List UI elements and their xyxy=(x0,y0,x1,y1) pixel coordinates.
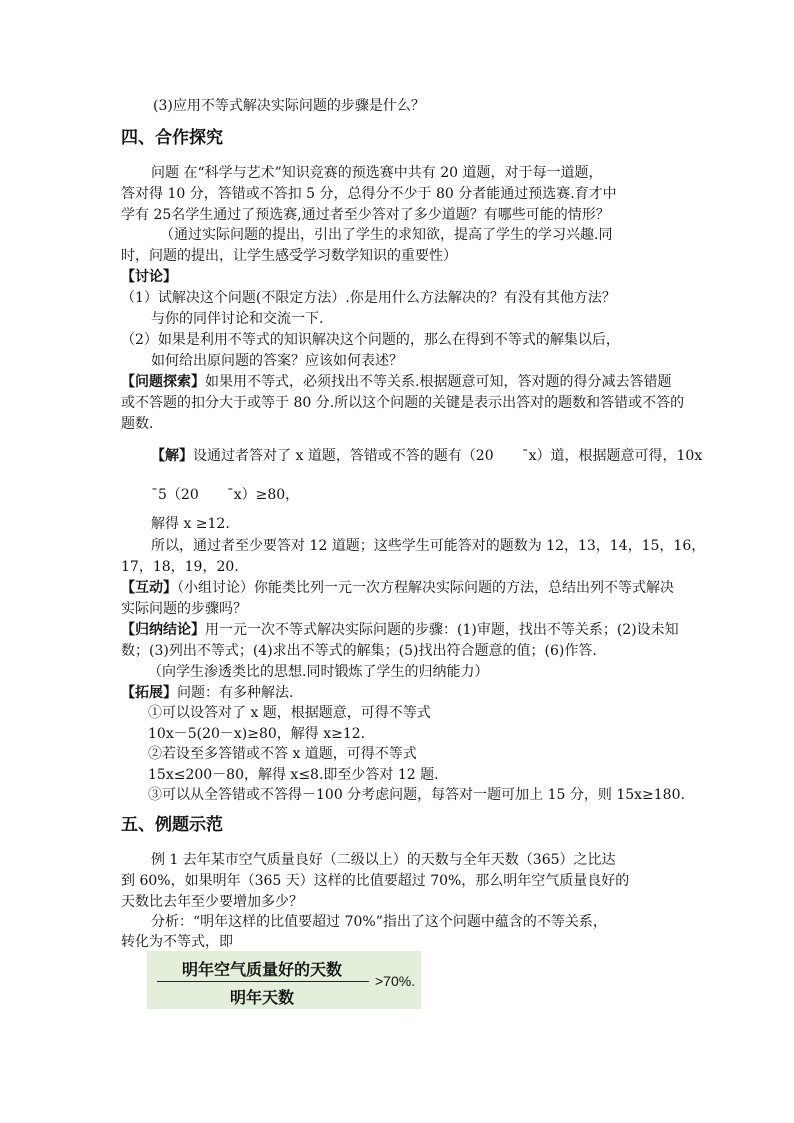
discussion-item-2: （2）如果是利用不等式的知识解决这个问题的，那么在得到不等式的解集以后， xyxy=(121,332,620,348)
analysis: 分析：“明年这样的比值要超过 70%”指出了这个问题中蕴含的不等关系， xyxy=(151,914,607,930)
discussion-label: 【讨论】 xyxy=(121,269,177,285)
solution: ¯5（20 ¯x）≥80， xyxy=(151,487,300,503)
extension-label: 【拓展】 xyxy=(121,685,177,701)
inequality-fraction xyxy=(147,951,421,1009)
solution: 所以，通过者至少要答对 12 道题；这些学生可能答对的题数为 12，13，14，15，16， xyxy=(151,538,706,554)
solution: 解得 x ≥12. xyxy=(151,516,230,532)
extension-method-2: 15x≤200－80，解得 x≤8.即至少答对 12 题. xyxy=(148,767,439,783)
extension-method-1: 10x－5(20－x)≥80，解得 x≥12. xyxy=(148,726,366,742)
fraction-numerator: 明年空气质量好的天数 xyxy=(181,960,342,979)
section-heading-cooperative-inquiry: 四、合作探究 xyxy=(121,128,223,148)
section-heading-examples: 五、例题示范 xyxy=(121,815,223,835)
conclusion-label: 【归纳结论】 xyxy=(121,622,205,638)
example-1: 例 1 去年某市空气质量良好（二级以上）的天数与全年天数（365）之比达 xyxy=(151,852,616,868)
inequality-rhs: >70%. xyxy=(375,973,416,989)
discussion-item-1: 与你的同伴讨论和交流一下. xyxy=(151,311,324,327)
problem-exploration: 【问题探索】如果用不等式，必须找出不等关系.根据题意可知，答对题的得分减去答错题 xyxy=(121,374,672,390)
conclusion: 数；(3)列出不等式；(4)求出不等式的解集；(5)找出符合题意的值；(6)作答. xyxy=(121,643,597,659)
example-1: 到 60%，如果明年（365 天）这样的比值要超过 70%，那么明年空气质量良好的 xyxy=(121,873,630,889)
problem-exploration: 或不答题的扣分大于或等于 80 分.所以这个问题的关键是表示出答对的题数和答错或不答的 xyxy=(121,395,685,411)
extension-method-2: ②若设至多答错或不答 x 道题，可得不等式 xyxy=(148,746,417,762)
teaching-note: （向学生渗透类比的思想.同时锻炼了学生的归纳能力） xyxy=(148,664,489,680)
problem-text: 学有 25名学生通过了预选赛,通过者至少答对了多少道题？有哪些可能的情形？ xyxy=(121,207,610,223)
extension-method-3: ③可以从全答错或不答得－100 分考虑问题，每答对一题可加上 15 分，则 15x≥180. xyxy=(148,787,685,803)
analysis: 转化为不等式，即 xyxy=(121,934,233,950)
teaching-note: 时，问题的提出，让学生感受学习数学知识的重要性） xyxy=(121,248,457,264)
solution-label: 【解】 xyxy=(151,448,193,464)
fraction-denominator: 明年天数 xyxy=(229,988,294,1007)
discussion-item-1: （1）试解决这个问题(不限定方法）.你是用什么方法解决的？有没有其他方法？ xyxy=(121,290,616,306)
interaction: 【互动】（小组讨论）你能类比列一元一次方程解决实际问题的方法，总结出列不等式解决 xyxy=(121,580,674,596)
question-3: (3)应用不等式解决实际问题的步骤是什么？ xyxy=(153,98,425,114)
problem-text: 问题 在“科学与艺术”知识竞赛的预选赛中共有 20 道题，对于每一道题， xyxy=(151,165,603,181)
discussion-item-2: 如何给出原问题的答案？应该如何表述？ xyxy=(151,353,403,369)
solution: 【解】设通过者答对了 x 道题，答错或不答的题有（20 ¯x）道，根据题意可得，10x xyxy=(151,448,703,464)
teaching-note: （通过实际问题的提出，引出了学生的求知欲，提高了学生的学习兴趣.同 xyxy=(160,227,613,243)
problem-exploration: 题数. xyxy=(121,416,154,432)
extension: 【拓展】问题：有多种解法. xyxy=(121,685,294,701)
exploration-label: 【问题探索】 xyxy=(121,374,205,390)
fraction-bar xyxy=(157,981,369,982)
conclusion: 【归纳结论】用一元一次不等式解决实际问题的步骤：(1)审题，找出不等关系；(2)设未知 xyxy=(121,622,679,638)
problem-text: 答对得 10 分，答错或不答扣 5 分，总得分不少于 80 分者能通过预选赛.育才中 xyxy=(121,186,617,202)
example-1: 天数比去年至少要增加多少？ xyxy=(121,894,303,910)
interaction-label: 【互动】 xyxy=(121,580,177,596)
solution: 17，18，19，20. xyxy=(121,559,239,575)
interaction: 实际问题的步骤吗？ xyxy=(121,601,247,617)
extension-method-1: ①可以设答对了 x 题，根据题意，可得不等式 xyxy=(148,705,431,721)
